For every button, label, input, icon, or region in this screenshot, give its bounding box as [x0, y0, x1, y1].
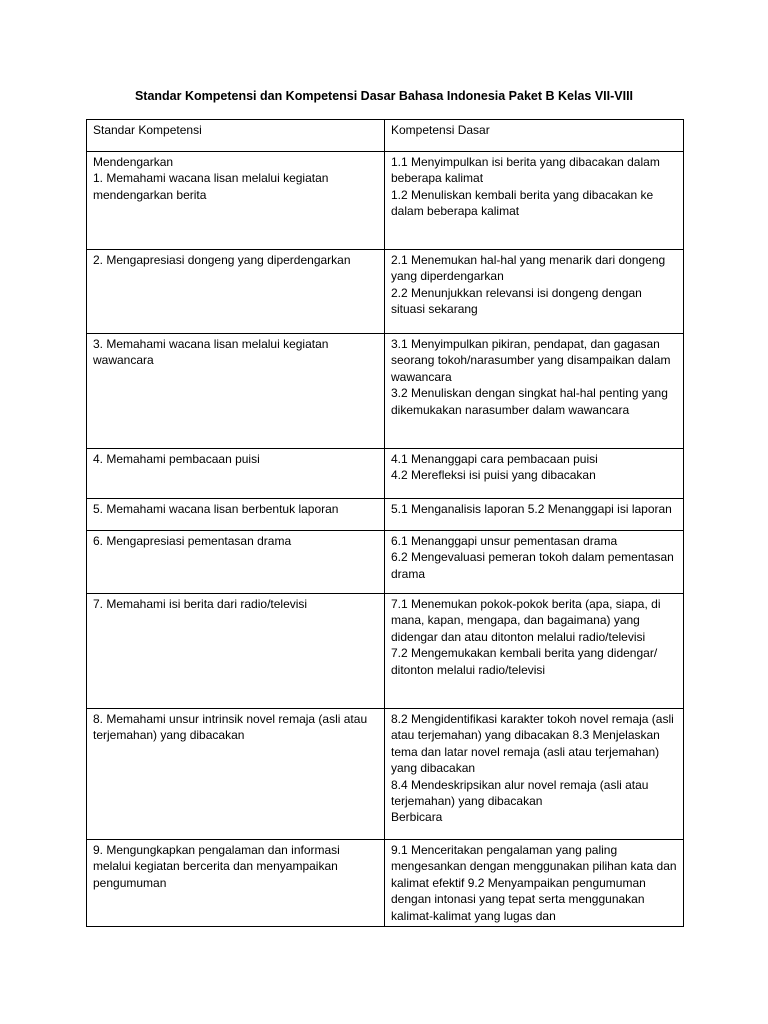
kd-cell [385, 709, 684, 840]
table-row [87, 531, 684, 594]
sk-cell [87, 840, 385, 927]
sk-cell [87, 499, 385, 531]
sk-text: 7. Memahami isi berita dari radio/televisi [93, 597, 308, 611]
kd-text: 8.2 Mengidentifikasi karakter tokoh novel remaja (asli atau terjemahan) yang dibacakan 8.3 Menjelaskan tema dan latar novel remaja (asli atau terjemahan) yang dibacakan 8.4 Mendeskripsikan alur novel remaja (asli atau terjemahan) yang dibacakan Berbicara [391, 712, 674, 825]
sk-cell [87, 250, 385, 334]
table-row [87, 250, 684, 334]
table-header-row [87, 120, 684, 152]
sk-text: 3. Memahami wacana lisan melalui kegiatan wawancara [93, 337, 329, 368]
sk-cell [87, 449, 385, 499]
kd-text: 2.1 Menemukan hal-hal yang menarik dari dongeng yang diperdengarkan 2.2 Menunjukkan relevansi isi dongeng dengan situasi sekarang [391, 253, 666, 317]
header-kompetensi-dasar: Kompetensi Dasar [385, 120, 684, 152]
sk-text: 5. Memahami wacana lisan berbentuk laporan [93, 502, 339, 516]
kd-text: 4.1 Menanggapi cara pembacaan puisi 4.2 Merefleksi isi puisi yang dibacakan [391, 452, 598, 483]
kd-text: 3.1 Menyimpulkan pikiran, pendapat, dan gagasan seorang tokoh/narasumber yang disampaikan dalam wawancara 3.2 Menuliskan dengan singkat hal-hal penting yang dikemukakan narasumber dalam wawancara [391, 337, 671, 417]
header-standar-kompetensi: Standar Kompetensi [87, 120, 385, 152]
sk-text: 8. Memahami unsur intrinsik novel remaja (asli atau terjemahan) yang dibacakan [93, 712, 368, 743]
kd-cell [385, 594, 684, 709]
sk-text: Mendengarkan 1. Memahami wacana lisan melalui kegiatan mendengarkan berita [93, 155, 329, 202]
table-row [87, 449, 684, 499]
kd-cell [385, 334, 684, 449]
sk-text: 4. Memahami pembacaan puisi [93, 452, 260, 466]
table-row [87, 709, 684, 840]
sk-cell [87, 709, 385, 840]
competency-table [86, 119, 684, 927]
table-row [87, 334, 684, 449]
kd-text: 9.1 Menceritakan pengalaman yang paling mengesankan dengan menggunakan pilihan kata dan kalimat efektif 9.2 Menyampaikan pengumuman dengan intonasi yang tepat serta menggunakan kalimat-kalimat yang lugas dan [391, 843, 677, 923]
kd-cell [385, 499, 684, 531]
sk-cell [87, 594, 385, 709]
document-title: Standar Kompetensi dan Kompetensi Dasar Bahasa Indonesia Paket B Kelas VII-VIII [134, 89, 634, 103]
kd-cell [385, 531, 684, 594]
table-row [87, 152, 684, 250]
kd-cell [385, 840, 684, 927]
table-row [87, 840, 684, 927]
table-row [87, 499, 684, 531]
kd-text: 7.1 Menemukan pokok-pokok berita (apa, siapa, di mana, kapan, mengapa, dan bagaimana) yang didengar dan atau ditonton melalui radio/televisi 7.2 Mengemukakan kembali berita yang didengar/ ditonton melalui radio/televisi [391, 597, 661, 677]
sk-text: 2. Mengapresiasi dongeng yang diperdengarkan [93, 253, 351, 267]
kd-cell [385, 152, 684, 250]
sk-cell [87, 152, 385, 250]
sk-cell [87, 531, 385, 594]
kd-text: 5.1 Menganalisis laporan 5.2 Menanggapi isi laporan [391, 502, 672, 516]
sk-cell [87, 334, 385, 449]
kd-cell [385, 449, 684, 499]
sk-text: 9. Mengungkapkan pengalaman dan informasi melalui kegiatan bercerita dan menyampaikan pengumuman [93, 843, 340, 890]
sk-text: 6. Mengapresiasi pementasan drama [93, 534, 292, 548]
kd-cell [385, 250, 684, 334]
table-row [87, 594, 684, 709]
kd-text: 1.1 Menyimpulkan isi berita yang dibacakan dalam beberapa kalimat 1.2 Menuliskan kembali berita yang dibacakan ke dalam beberapa kalimat [391, 155, 660, 219]
kd-text: 6.1 Menanggapi unsur pementasan drama 6.2 Mengevaluasi pemeran tokoh dalam pementasan drama [391, 534, 674, 581]
